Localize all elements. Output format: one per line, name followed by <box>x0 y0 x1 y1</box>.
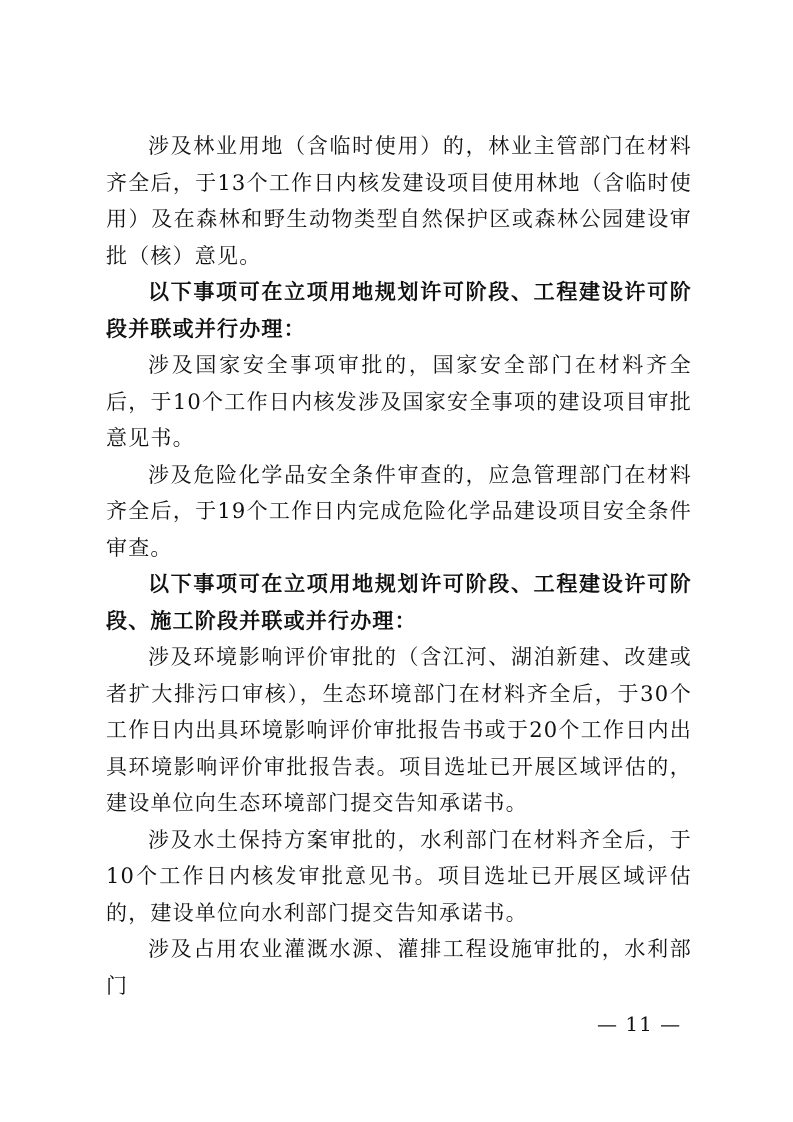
document-body <box>106 128 692 1004</box>
page-number: — 11 — <box>597 1012 682 1036</box>
paragraph-forest-land: 涉及林业用地（含临时使用）的，林业主管部门在材料齐全后，于13个工作日内核发建设项目使用林地（含临时使用）及在森林和野生动物类型自然保护区或森林公园建设审批（核）意见。 <box>106 134 692 268</box>
paragraph-irrigation-water-source: 涉及占用农业灌溉水源、灌排工程设施审批的，水利部门 <box>106 937 692 998</box>
paragraph-national-security: 涉及国家安全事项审批的，国家安全部门在材料齐全后，于10个工作日内核发涉及国家安全事项的建设项目审批意见书。 <box>106 353 692 450</box>
paragraph-environmental-impact: 涉及环境影响评价审批的（含江河、湖泊新建、改建或者扩大排污口审核），生态环境部门在材料齐全后，于30个工作日内出具环境影响评价审批报告书或于20个工作日内出具环境影响评价审批报告表。项目选址已开展区域评估的，建设单位向生态环境部门提交告知承诺书。 <box>106 645 692 815</box>
paragraph-hazardous-chemicals: 涉及危险化学品安全条件审查的，应急管理部门在材料齐全后，于19个工作日内完成危险化学品建设项目安全条件审查。 <box>106 462 692 560</box>
paragraph-soil-water-conservation: 涉及水土保持方案审批的，水利部门在材料齐全后，于10个工作日内核发审批意见书。项目选址已开展区域评估的，建设单位向水利部门提交告知承诺书。 <box>106 827 692 925</box>
section-heading-parallel-stage-2: 以下事项可在立项用地规划许可阶段、工程建设许可阶段、施工阶段并联或并行办理： <box>106 571 692 633</box>
section-heading-parallel-stage-1: 以下事项可在立项用地规划许可阶段、工程建设许可阶段并联或并行办理： <box>106 279 692 341</box>
